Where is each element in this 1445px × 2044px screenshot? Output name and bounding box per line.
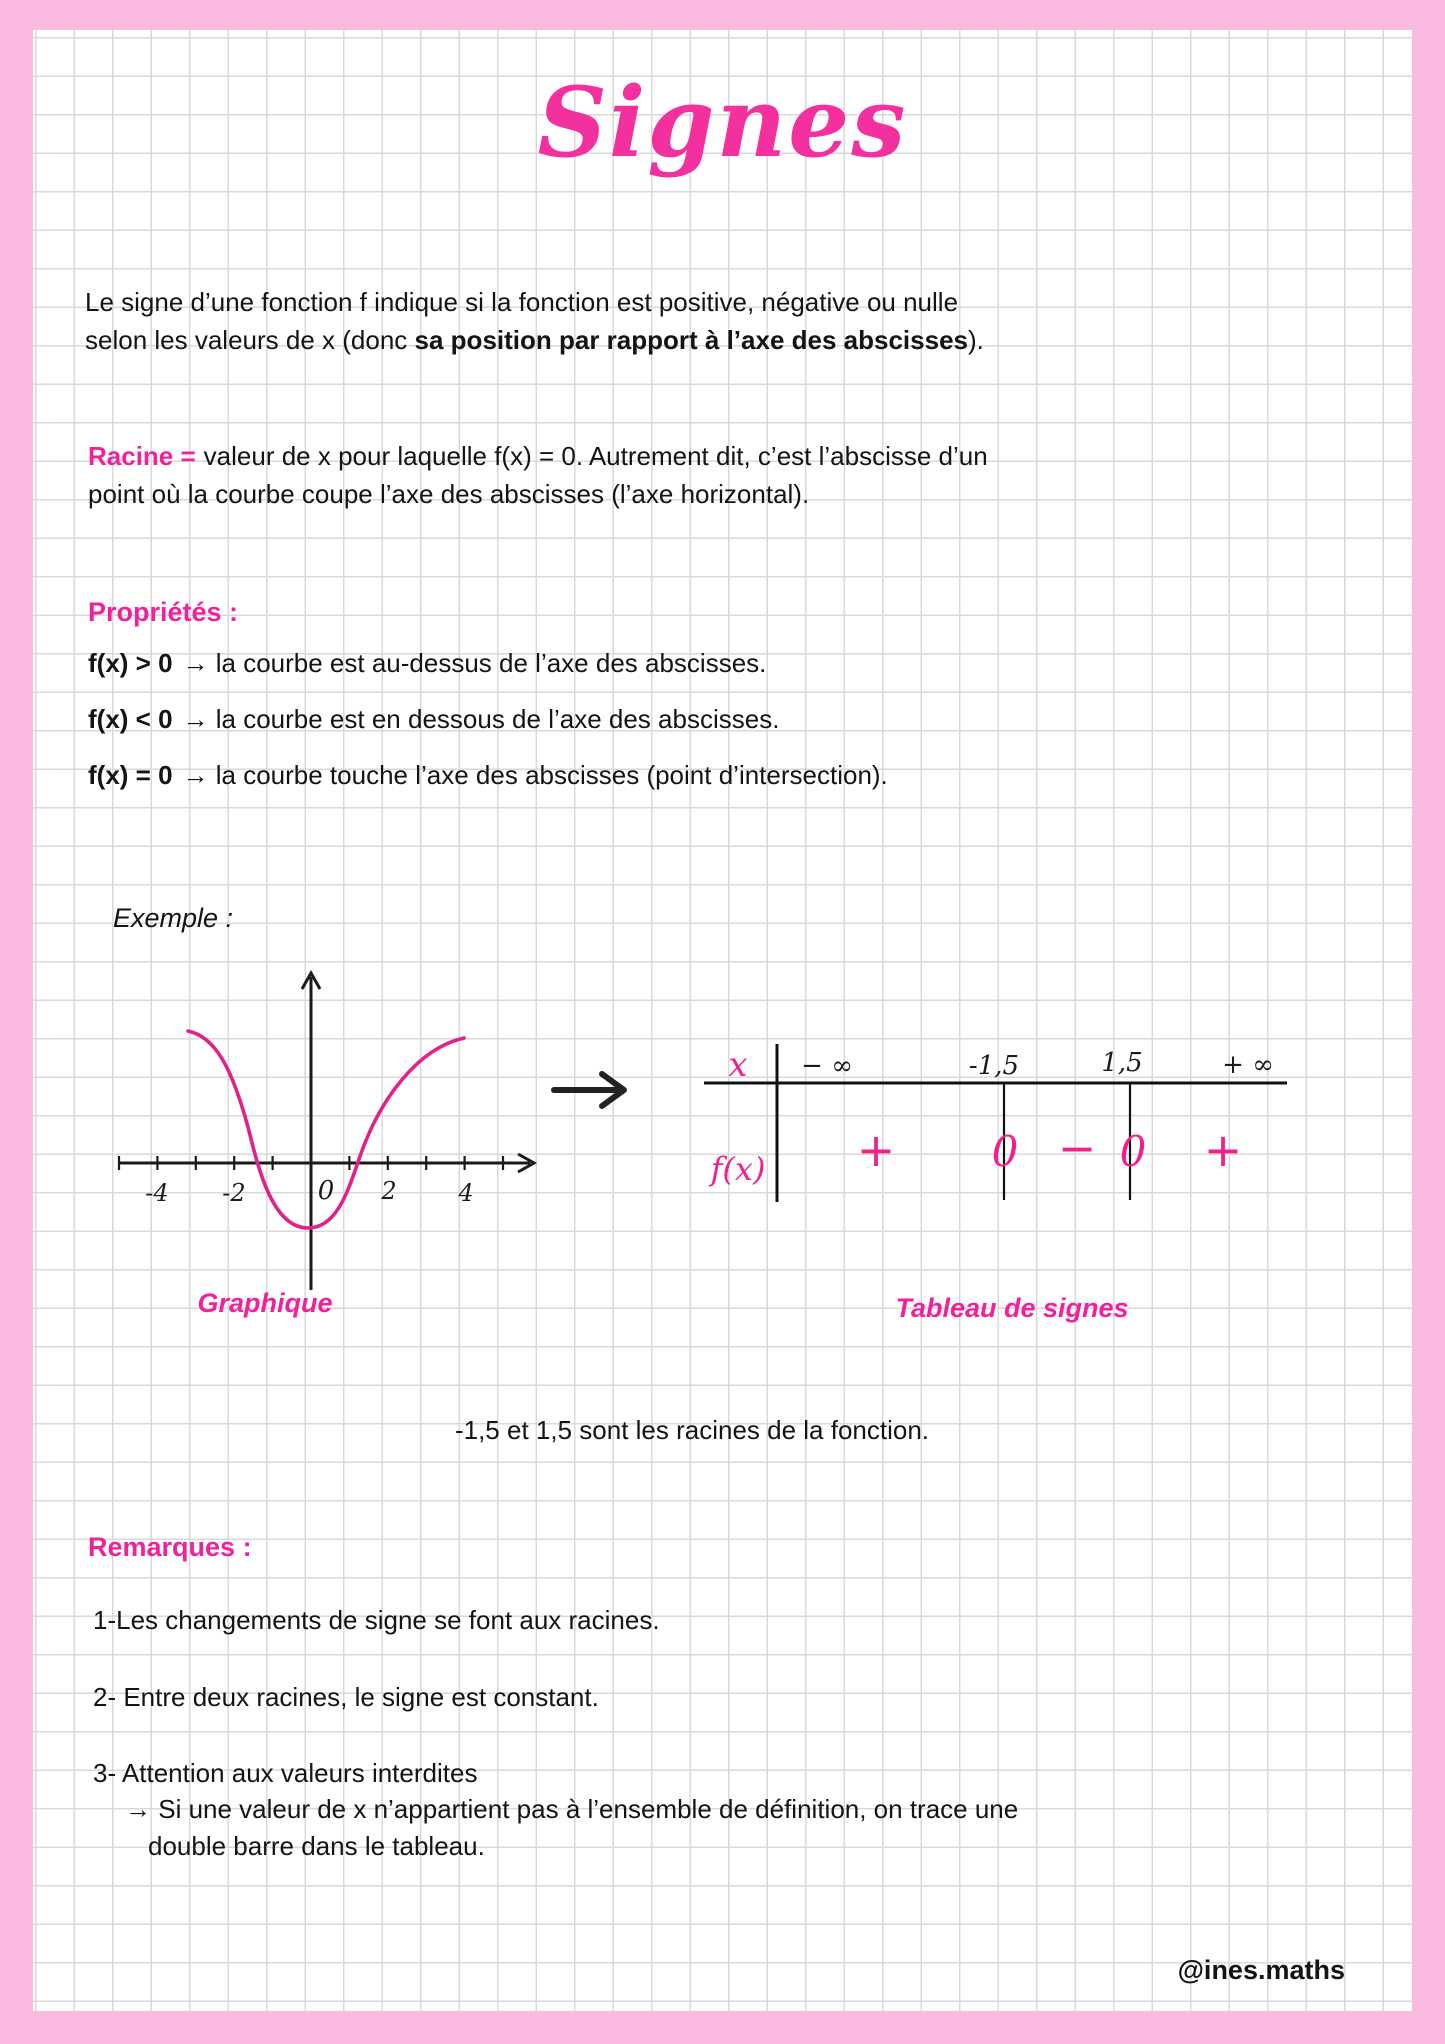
tick-label-zero: 0 bbox=[317, 1176, 335, 1206]
table-value-1-5: 1,5 bbox=[1101, 1048, 1143, 1078]
propriete-1 bbox=[88, 648, 766, 679]
table-value-minus-infinity: − ∞ bbox=[801, 1051, 853, 1081]
exemple-heading: Exemple : bbox=[113, 903, 234, 933]
tick-label-minus2: -2 bbox=[222, 1179, 246, 1207]
remarques-heading: Remarques : bbox=[88, 1532, 252, 1562]
racine-definition bbox=[88, 437, 988, 513]
sign-plus-2: + bbox=[1203, 1123, 1243, 1177]
sign-zero-1: 0 bbox=[991, 1127, 1019, 1176]
remarque-3-sub2: double barre dans le tableau. bbox=[148, 1831, 485, 1861]
intro-line-1: Le signe d’une fonction f indique si la fonction est positive, négative ou nulle bbox=[85, 287, 959, 317]
remarque-1: 1-Les changements de signe se font aux racines. bbox=[93, 1605, 660, 1635]
tick-label-minus4: -4 bbox=[145, 1179, 169, 1207]
tick-label-2: 2 bbox=[381, 1177, 397, 1205]
racine-term: Racine = bbox=[88, 441, 196, 471]
propriete-1-rest: → la courbe est au-dessus de l’axe des abscisses. bbox=[182, 648, 767, 678]
propriete-2-rest: → la courbe est en dessous de l’axe des abscisses. bbox=[182, 704, 780, 734]
intro-line-2 bbox=[85, 321, 984, 359]
intro-paragraph bbox=[85, 283, 984, 359]
remarque-3-sub1: → Si une valeur de x n’appartient pas à l’ensemble de définition, on trace une bbox=[125, 1794, 1019, 1824]
remarque-2: 2- Entre deux racines, le signe est constant. bbox=[93, 1682, 599, 1712]
right-arrow-icon bbox=[548, 1058, 644, 1118]
graph-label: Graphique bbox=[197, 1288, 333, 1318]
author-handle: @ines.maths bbox=[1177, 1955, 1345, 1985]
table-value-plus-infinity: + ∞ bbox=[1222, 1050, 1274, 1080]
remarque-3: 3- Attention aux valeurs interdites bbox=[93, 1758, 478, 1788]
tick-label-4: 4 bbox=[458, 1179, 474, 1207]
sign-table bbox=[690, 1030, 1310, 1215]
racine-line-1 bbox=[88, 437, 988, 475]
intro-line2-post: ). bbox=[967, 325, 984, 355]
intro-line2-pre: selon les valeurs de x (donc bbox=[85, 325, 408, 355]
roots-note: -1,5 et 1,5 sont les racines de la fonction. bbox=[454, 1415, 930, 1445]
propriete-2 bbox=[88, 704, 779, 735]
table-x-header: x bbox=[728, 1045, 748, 1085]
intro-line2-bold: sa position par rapport à l’axe des abscisses bbox=[414, 325, 968, 355]
sign-zero-2: 0 bbox=[1119, 1127, 1147, 1176]
racine-line-2: point où la courbe coupe l’axe des abscisses (l’axe horizontal). bbox=[88, 479, 810, 509]
sign-plus-1: + bbox=[856, 1123, 896, 1177]
proprietes-heading: Propriétés : bbox=[88, 597, 239, 627]
propriete-1-lhs: f(x) > 0 bbox=[88, 648, 173, 678]
propriete-3-rest: → la courbe touche l’axe des abscisses (point d’intersection). bbox=[182, 760, 888, 790]
table-label: Tableau de signes bbox=[895, 1293, 1129, 1323]
page-title: Signes bbox=[537, 66, 908, 179]
propriete-2-lhs: f(x) < 0 bbox=[88, 704, 173, 734]
function-graph bbox=[100, 945, 560, 1300]
table-fx-header: f(x) bbox=[710, 1150, 766, 1188]
propriete-3-lhs: f(x) = 0 bbox=[88, 760, 173, 790]
table-value-minus-1-5: -1,5 bbox=[968, 1051, 1020, 1081]
sign-minus: − bbox=[1057, 1121, 1097, 1175]
racine-line1-rest: valeur de x pour laquelle f(x) = 0. Autrement dit, c’est l’abscisse d’un bbox=[203, 441, 988, 471]
propriete-3 bbox=[88, 760, 888, 791]
